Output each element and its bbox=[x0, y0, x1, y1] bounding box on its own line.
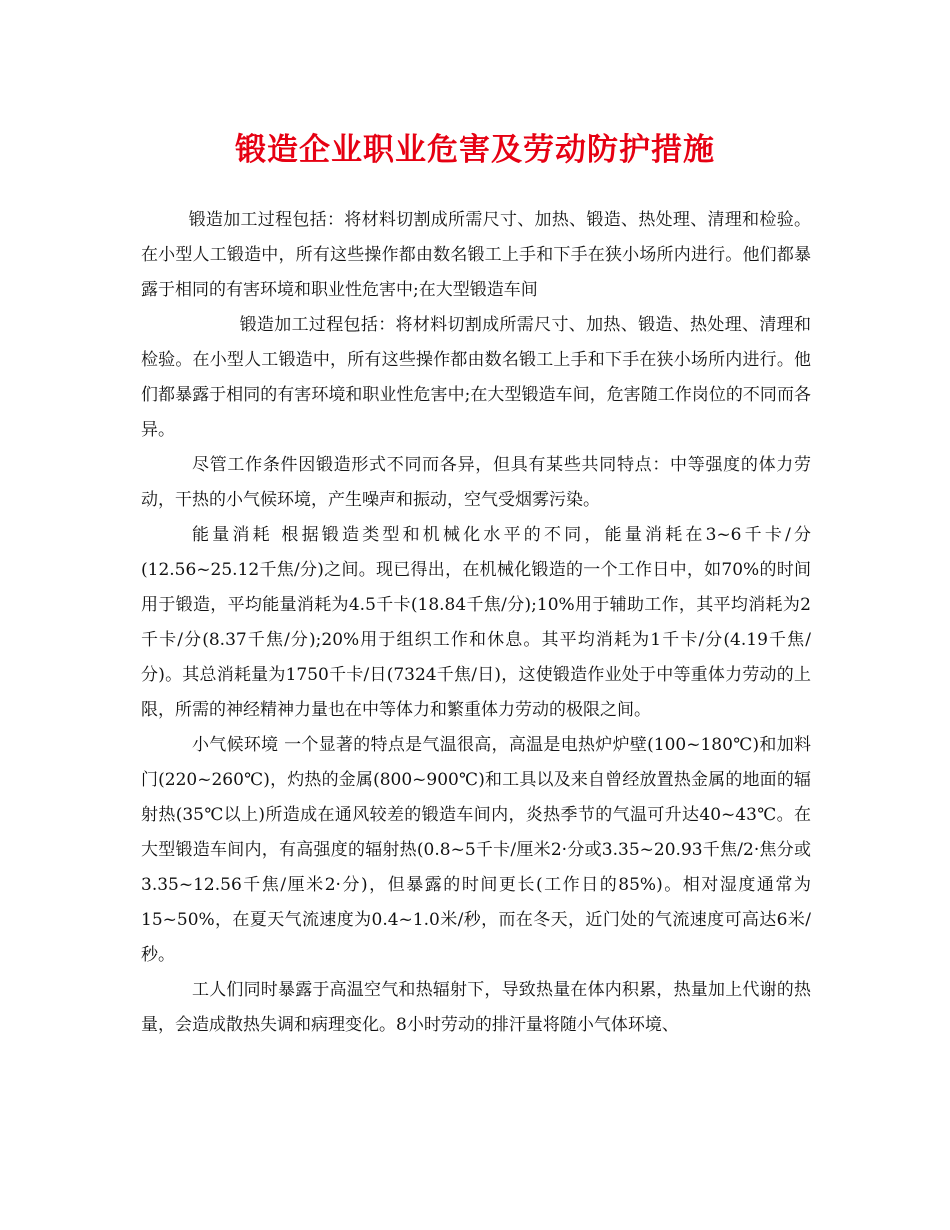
document-body bbox=[141, 203, 811, 1043]
document-title: 锻造企业职业危害及劳动防护措施 bbox=[235, 132, 715, 168]
paragraph-common-features: 尽管工作条件因锻造形式不同而各异，但具有某些共同特点：中等强度的体力劳动，干热的小气候环境，产生噪声和振动，空气受烟雾污染。 bbox=[141, 455, 811, 510]
paragraph-energy-consumption: 能量消耗 根据锻造类型和机械化水平的不同，能量消耗在3~6千卡/分(12.56~25.12千焦/分)之间。现已得出，在机械化锻造的一个工作日中，如70%的时间用于锻造，平均能量消耗为4.5千卡(18.84千焦/分);10%用于辅助工作，其平均消耗为2千卡/分(8.37千焦/分);20%用于组织工作和休息。其平均消耗为1千卡/分(4.19千焦/分)。其总消耗量为1750千卡/日(7324千焦/日)，这使锻造作业处于中等重体力劳动的上限，所需的神经精神力量也在中等体力和繁重体力劳动的极限之间。 bbox=[141, 525, 811, 720]
paragraph-microclimate: 小气候环境 一个显著的特点是气温很高，高温是电热炉炉壁(100~180℃)和加料门(220~260℃)，灼热的金属(800~900℃)和工具以及来自曾经放置热金属的地面的辐射热(35℃以上)所造成在通风较差的锻造车间内，炎热季节的气温可升达40~43℃。在大型锻造车间内，有高强度的辐射热(0.8~5千卡/厘米2·分或3.35~20.93千焦/2·焦分或3.35~12.56千焦/厘米2·分)，但暴露的时间更长(工作日的85%)。相对湿度通常为15~50%，在夏天气流速度为0.4~1.0米/秒，而在冬天，近门处的气流速度可高达6米/秒。 bbox=[141, 735, 811, 965]
paragraph-heat-exposure: 工人们同时暴露于高温空气和热辐射下，导致热量在体内积累，热量加上代谢的热量，会造成散热失调和病理变化。8小时劳动的排汗量将随小气体环境、 bbox=[141, 980, 811, 1035]
paragraph-process-intro: 锻造加工过程包括：将材料切割成所需尺寸、加热、锻造、热处理、清理和检验。在小型人工锻造中，所有这些操作都由数名锻工上手和下手在狭小场所内进行。他们都暴露于相同的有害环境和职业性危害中;在大型锻造车间 bbox=[141, 210, 811, 300]
paragraph-process-full: 锻造加工过程包括：将材料切割成所需尺寸、加热、锻造、热处理、清理和检验。在小型人工锻造中，所有这些操作都由数名锻工上手和下手在狭小场所内进行。他们都暴露于相同的有害环境和职业性危害中;在大型锻造车间，危害随工作岗位的不同而各异。 bbox=[141, 315, 811, 440]
